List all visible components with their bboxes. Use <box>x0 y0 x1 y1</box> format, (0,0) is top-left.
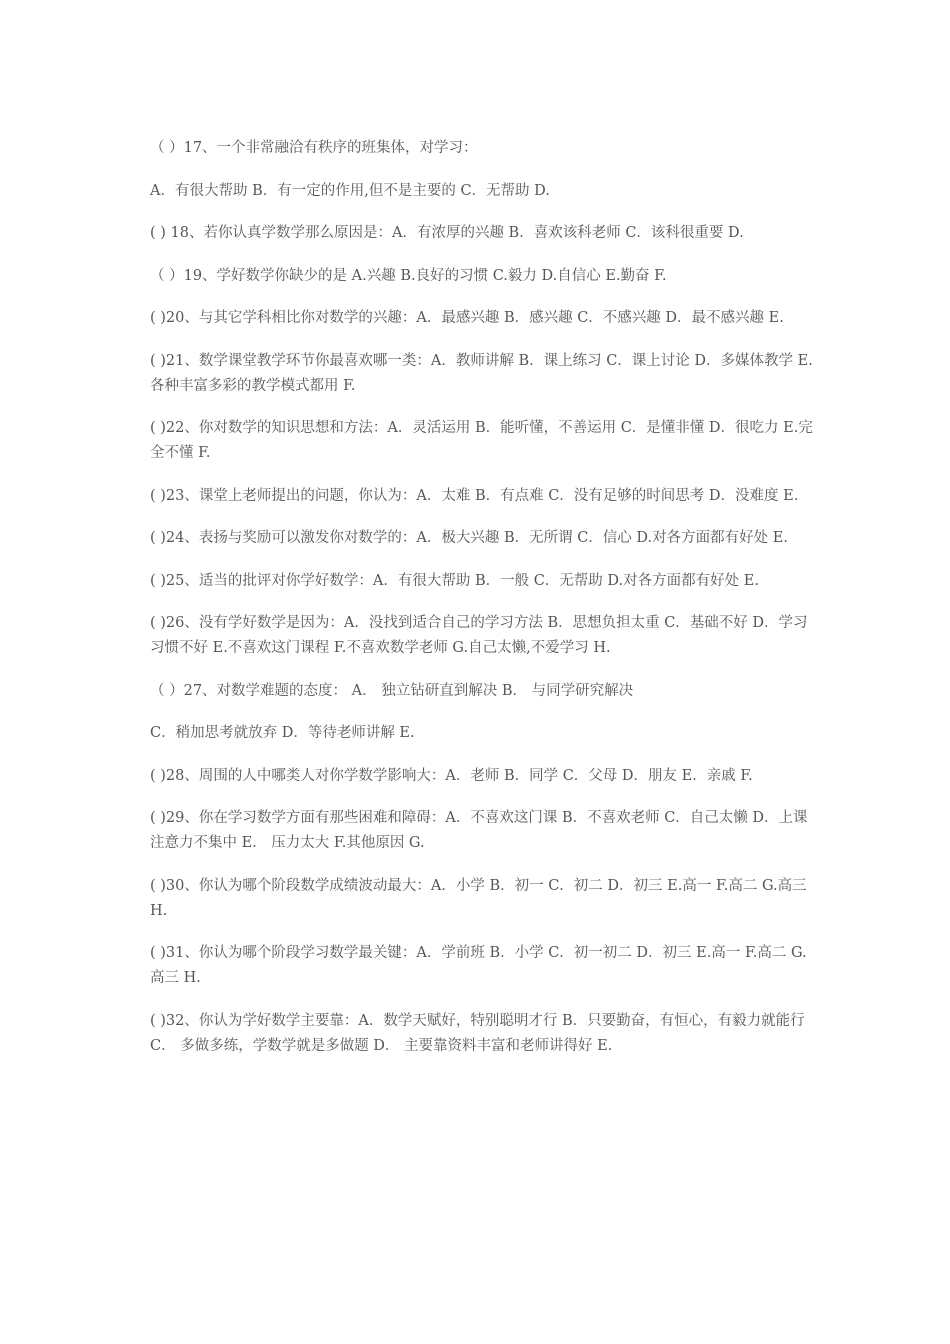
question-28: ( )28、周围的人中哪类人对你学数学影响大：A．老师 B．同学 C．父母 D．朋友 E．亲戚 F. <box>150 767 753 784</box>
question-27-options: C．稍加思考就放弃 D．等待老师讲解 E. <box>150 725 415 741</box>
question-32: ( )32、你认为学好数学主要靠：A．数学天赋好，特别聪明才行 B．只要勤奋，有恒心，有毅力就能行 C． 多做多练，学数学就是多做题 D． 主要靠资料丰富和老师讲得好 E. <box>150 1012 805 1054</box>
question-17-options: A．有很大帮助 B．有一定的作用,但不是主要的 C．无帮助 D. <box>150 182 550 199</box>
question-21: ( )21、数学课堂教学环节你最喜欢哪一类：A．教师讲解 B．课上练习 C．课上讨论 D．多媒体教学 E.各种丰富多彩的教学模式都用 F. <box>150 352 813 394</box>
question-24: ( )24、表扬与奖励可以激发你对数学的：A．极大兴趣 B．无所谓 C．信心 D.对各方面都有好处 E. <box>150 530 788 546</box>
question-19: （ ）19、学好数学你缺少的是 A.兴趣 B.良好的习惯 C.毅力 D.自信心 E.勤奋 F. <box>150 267 667 284</box>
question-18: ( ) 18、若你认真学数学那么原因是：A．有浓厚的兴趣 B．喜欢该科老师 C．该科很重要 D. <box>150 225 744 241</box>
survey-questions <box>150 136 815 1076</box>
question-29: ( )29、你在学习数学方面有那些困难和障碍：A．不喜欢这门课 B．不喜欢老师 C．自己太懒 D．上课注意力不集中 E． 压力太大 F.其他原因 G. <box>150 810 808 851</box>
question-31: ( )31、你认为哪个阶段学习数学最关键：A．学前班 B．小学 C．初一初二 D．初三 E.高一 F.高二 G.高三 H. <box>150 945 807 986</box>
question-22: ( )22、你对数学的知识思想和方法：A．灵活运用 B．能听懂，不善运用 C．是懂非懂 D．很吃力 E.完全不懂 F. <box>150 420 813 461</box>
question-23: ( )23、课堂上老师提出的问题，你认为：A．太难 B．有点难 C．没有足够的时间思考 D．没难度 E. <box>150 487 799 504</box>
question-20: ( )20、与其它学科相比你对数学的兴趣：A．最感兴趣 B．感兴趣 C．不感兴趣 D．最不感兴趣 E. <box>150 310 784 326</box>
question-27: （ ）27、对数学难题的态度： A． 独立钻研直到解决 B． 与同学研究解决 <box>150 682 634 699</box>
question-30: ( )30、你认为哪个阶段数学成绩波动最大：A．小学 B．初一 C．初二 D．初三 E.高一 F.高二 G.高三 H. <box>150 877 807 919</box>
question-26: ( )26、没有学好数学是因为：A．没找到适合自己的学习方法 B．思想负担太重 C．基础不好 D．学习习惯不好 E.不喜欢这门课程 F.不喜欢数学老师 G.自己太懒,不爱学习 H. <box>150 615 808 656</box>
question-17: （ ）17、一个非常融洽有秩序的班集体，对学习： <box>150 140 478 156</box>
question-25: ( )25、适当的批评对你学好数学：A．有很大帮助 B．一般 C．无帮助 D.对各方面都有好处 E. <box>150 572 759 589</box>
